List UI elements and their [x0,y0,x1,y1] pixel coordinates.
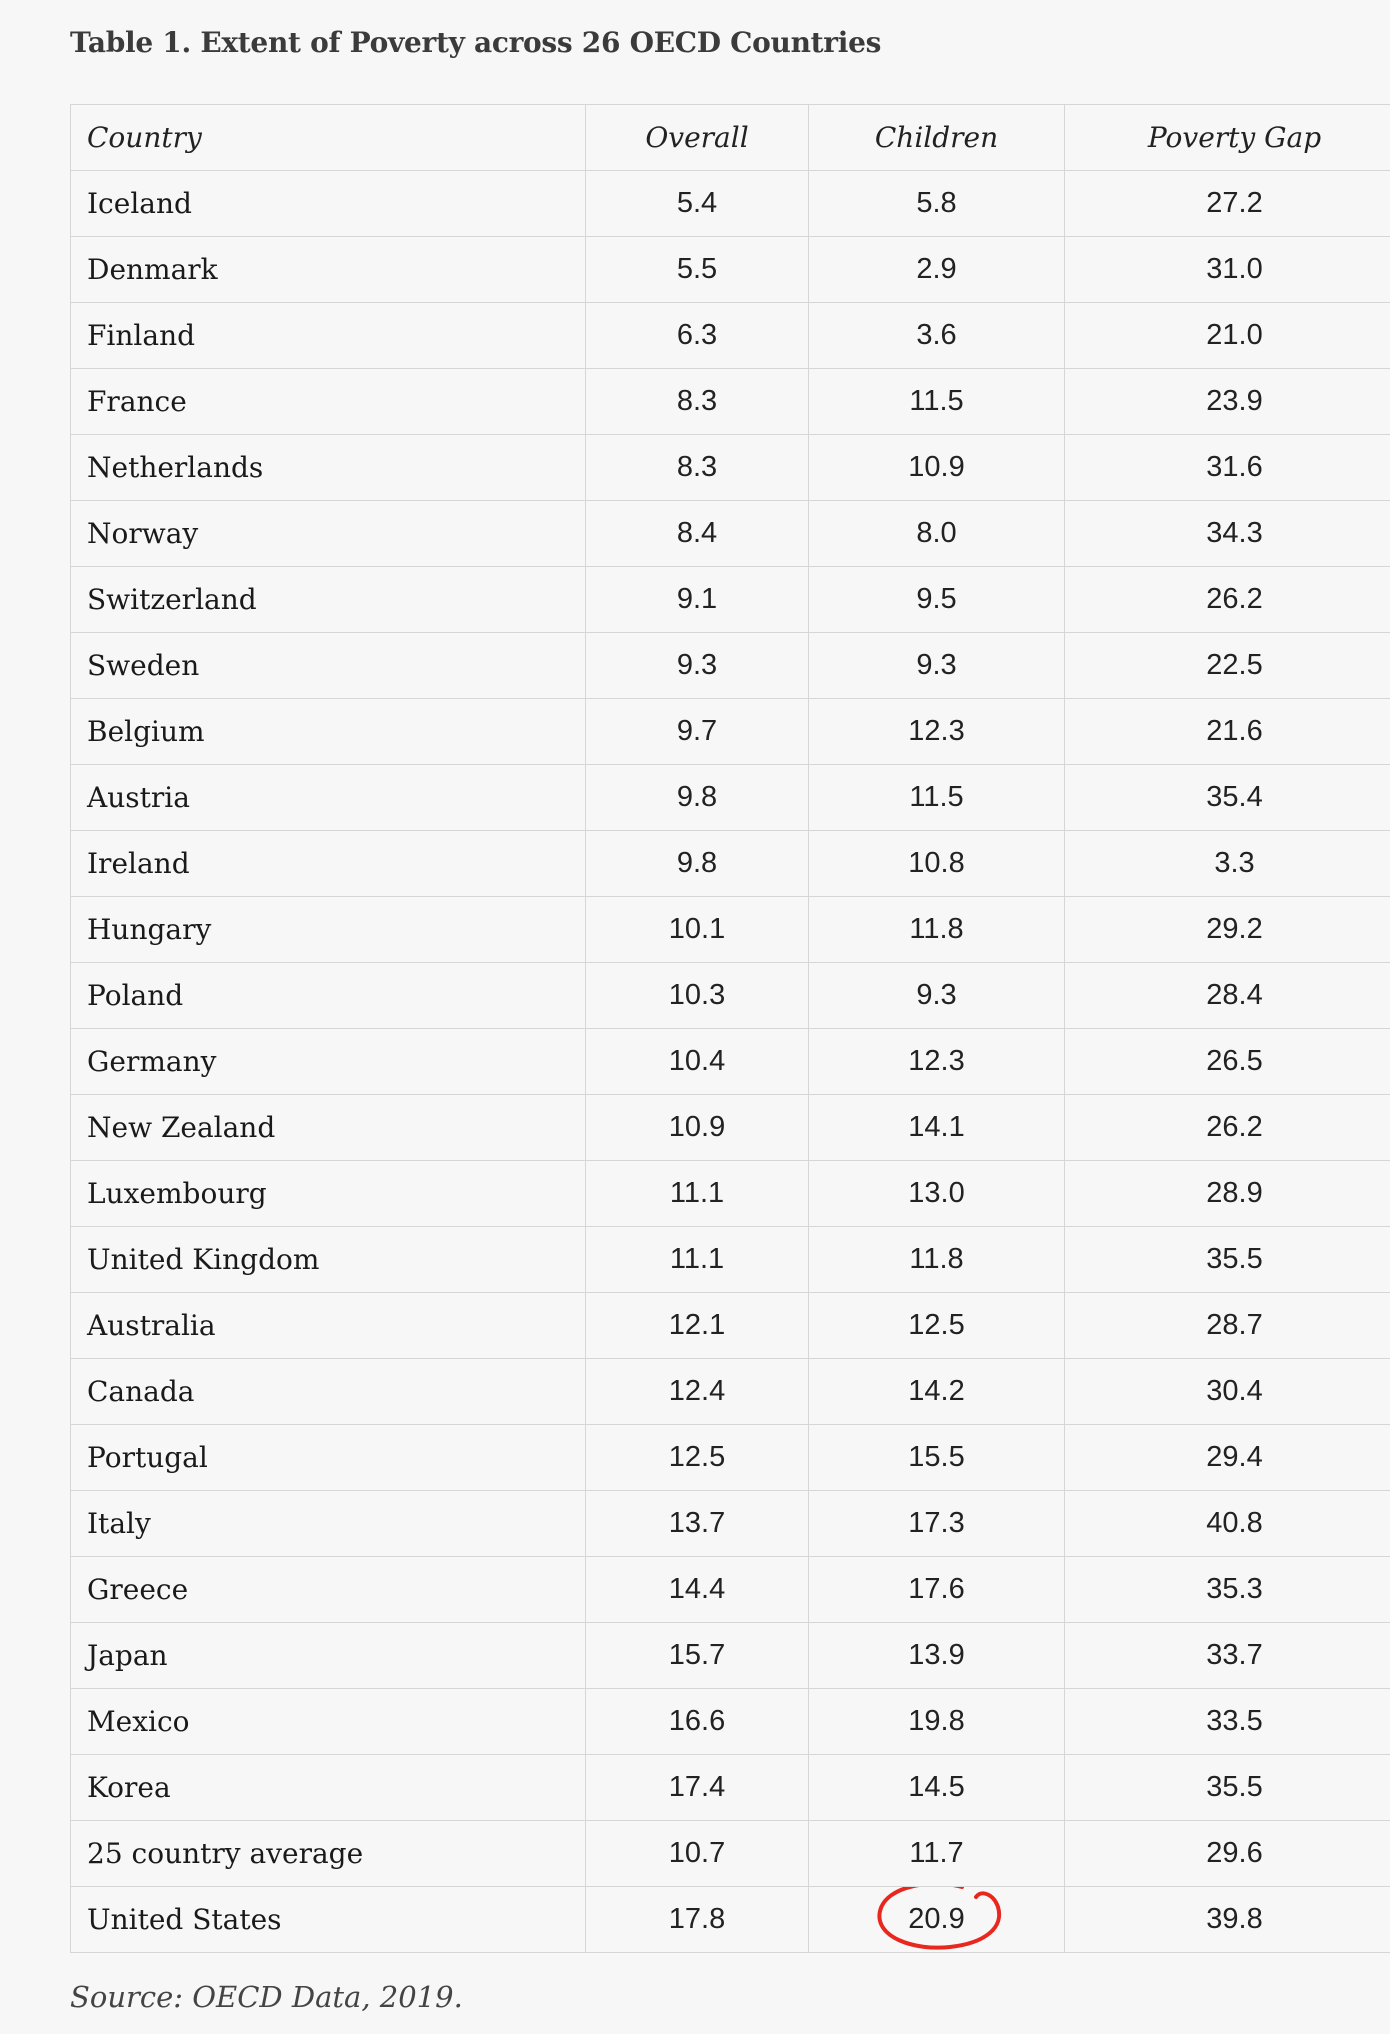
cell-children: 11.5 [809,765,1065,831]
cell-country: Switzerland [71,567,586,633]
table-row [71,831,1390,897]
cell-children [809,1887,1065,1953]
cell-country: Mexico [71,1689,586,1755]
cell-country: New Zealand [71,1095,586,1161]
table-row [71,435,1390,501]
cell-overall: 8.4 [586,501,809,567]
highlighted-value [908,1903,964,1936]
cell-poverty-gap: 33.7 [1065,1623,1390,1689]
cell-country: France [71,369,586,435]
cell-country: Belgium [71,699,586,765]
cell-poverty-gap: 31.6 [1065,435,1390,501]
cell-country: Iceland [71,171,586,237]
cell-country: Luxembourg [71,1161,586,1227]
header-children: Children [809,105,1065,171]
cell-country: Korea [71,1755,586,1821]
cell-overall: 10.4 [586,1029,809,1095]
cell-children: 11.5 [809,369,1065,435]
cell-children: 12.5 [809,1293,1065,1359]
cell-overall: 5.5 [586,237,809,303]
cell-overall: 10.7 [586,1821,809,1887]
cell-overall: 8.3 [586,369,809,435]
cell-children: 9.5 [809,567,1065,633]
cell-children: 13.0 [809,1161,1065,1227]
cell-country: Greece [71,1557,586,1623]
table-row [71,1689,1390,1755]
cell-children: 11.8 [809,897,1065,963]
cell-overall: 11.1 [586,1227,809,1293]
cell-poverty-gap: 29.6 [1065,1821,1390,1887]
cell-overall: 5.4 [586,171,809,237]
table-row [71,633,1390,699]
cell-overall: 11.1 [586,1161,809,1227]
table-row [71,699,1390,765]
cell-country: Italy [71,1491,586,1557]
cell-country: Australia [71,1293,586,1359]
cell-overall: 10.1 [586,897,809,963]
cell-overall: 8.3 [586,435,809,501]
cell-children: 14.5 [809,1755,1065,1821]
cell-overall: 9.8 [586,765,809,831]
header-poverty-gap: Poverty Gap [1065,105,1390,171]
table-row [71,1293,1390,1359]
cell-country: Ireland [71,831,586,897]
table-row [71,1491,1390,1557]
cell-children: 12.3 [809,1029,1065,1095]
cell-country: Germany [71,1029,586,1095]
cell-poverty-gap: 26.5 [1065,1029,1390,1095]
cell-overall: 10.9 [586,1095,809,1161]
cell-country: Hungary [71,897,586,963]
cell-overall: 13.7 [586,1491,809,1557]
table-row [71,171,1390,237]
cell-children: 3.6 [809,303,1065,369]
cell-children: 14.2 [809,1359,1065,1425]
table-row [71,1029,1390,1095]
cell-poverty-gap: 29.2 [1065,897,1390,963]
cell-children: 8.0 [809,501,1065,567]
cell-country: Sweden [71,633,586,699]
cell-children: 17.3 [809,1491,1065,1557]
cell-poverty-gap: 35.4 [1065,765,1390,831]
table-row [71,567,1390,633]
table-row [71,1359,1390,1425]
table-row [71,369,1390,435]
cell-children: 9.3 [809,633,1065,699]
cell-country: Austria [71,765,586,831]
cell-poverty-gap: 30.4 [1065,1359,1390,1425]
cell-poverty-gap: 39.8 [1065,1887,1390,1953]
source-note: Source: OECD Data, 2019. [70,1980,463,2014]
cell-country: 25 country average [71,1821,586,1887]
cell-poverty-gap: 29.4 [1065,1425,1390,1491]
cell-overall: 9.1 [586,567,809,633]
header-overall: Overall [586,105,809,171]
table-row [71,1821,1390,1887]
cell-children: 17.6 [809,1557,1065,1623]
cell-children: 19.8 [809,1689,1065,1755]
cell-poverty-gap: 27.2 [1065,171,1390,237]
table-row [71,1755,1390,1821]
highlighted-value-text: 20.9 [908,1903,965,1935]
cell-poverty-gap: 22.5 [1065,633,1390,699]
table-row [71,1887,1390,1953]
cell-overall: 9.7 [586,699,809,765]
cell-overall: 12.1 [586,1293,809,1359]
table-row [71,303,1390,369]
cell-children: 15.5 [809,1425,1065,1491]
cell-poverty-gap: 35.5 [1065,1755,1390,1821]
cell-country: Portugal [71,1425,586,1491]
cell-poverty-gap: 34.3 [1065,501,1390,567]
poverty-table [70,104,1390,1953]
cell-children: 9.3 [809,963,1065,1029]
cell-overall: 17.4 [586,1755,809,1821]
cell-country: Finland [71,303,586,369]
cell-country: Japan [71,1623,586,1689]
cell-country: United States [71,1887,586,1953]
cell-country: Denmark [71,237,586,303]
cell-children: 2.9 [809,237,1065,303]
cell-poverty-gap: 26.2 [1065,567,1390,633]
table-row [71,501,1390,567]
cell-country: Norway [71,501,586,567]
cell-poverty-gap: 40.8 [1065,1491,1390,1557]
cell-poverty-gap: 28.7 [1065,1293,1390,1359]
cell-poverty-gap: 26.2 [1065,1095,1390,1161]
cell-poverty-gap: 35.3 [1065,1557,1390,1623]
cell-children: 10.8 [809,831,1065,897]
cell-overall: 12.5 [586,1425,809,1491]
table-row [71,765,1390,831]
table-row [71,1095,1390,1161]
cell-children: 14.1 [809,1095,1065,1161]
cell-overall: 14.4 [586,1557,809,1623]
cell-children: 13.9 [809,1623,1065,1689]
cell-poverty-gap: 21.0 [1065,303,1390,369]
cell-country: Poland [71,963,586,1029]
header-country: Country [71,105,586,171]
cell-overall: 15.7 [586,1623,809,1689]
cell-overall: 10.3 [586,963,809,1029]
table-row [71,963,1390,1029]
table-row [71,1227,1390,1293]
cell-overall: 9.3 [586,633,809,699]
table-row [71,897,1390,963]
cell-country: Canada [71,1359,586,1425]
cell-overall: 6.3 [586,303,809,369]
cell-overall: 9.8 [586,831,809,897]
cell-poverty-gap: 23.9 [1065,369,1390,435]
table-row [71,1623,1390,1689]
cell-poverty-gap: 35.5 [1065,1227,1390,1293]
cell-poverty-gap: 28.4 [1065,963,1390,1029]
cell-poverty-gap: 3.3 [1065,831,1390,897]
table-row [71,1161,1390,1227]
cell-country: United Kingdom [71,1227,586,1293]
table-row [71,1557,1390,1623]
table-row [71,1425,1390,1491]
cell-overall: 16.6 [586,1689,809,1755]
cell-poverty-gap: 21.6 [1065,699,1390,765]
cell-children: 10.9 [809,435,1065,501]
table-body [71,171,1390,1953]
table-title: Table 1. Extent of Poverty across 26 OECD Countries [70,26,882,59]
cell-overall: 12.4 [586,1359,809,1425]
cell-children: 11.7 [809,1821,1065,1887]
cell-overall: 17.8 [586,1887,809,1953]
table-row [71,237,1390,303]
cell-poverty-gap: 31.0 [1065,237,1390,303]
cell-children: 5.8 [809,171,1065,237]
cell-poverty-gap: 33.5 [1065,1689,1390,1755]
cell-poverty-gap: 28.9 [1065,1161,1390,1227]
cell-children: 12.3 [809,699,1065,765]
cell-country: Netherlands [71,435,586,501]
table-header-row [71,105,1390,171]
cell-children: 11.8 [809,1227,1065,1293]
